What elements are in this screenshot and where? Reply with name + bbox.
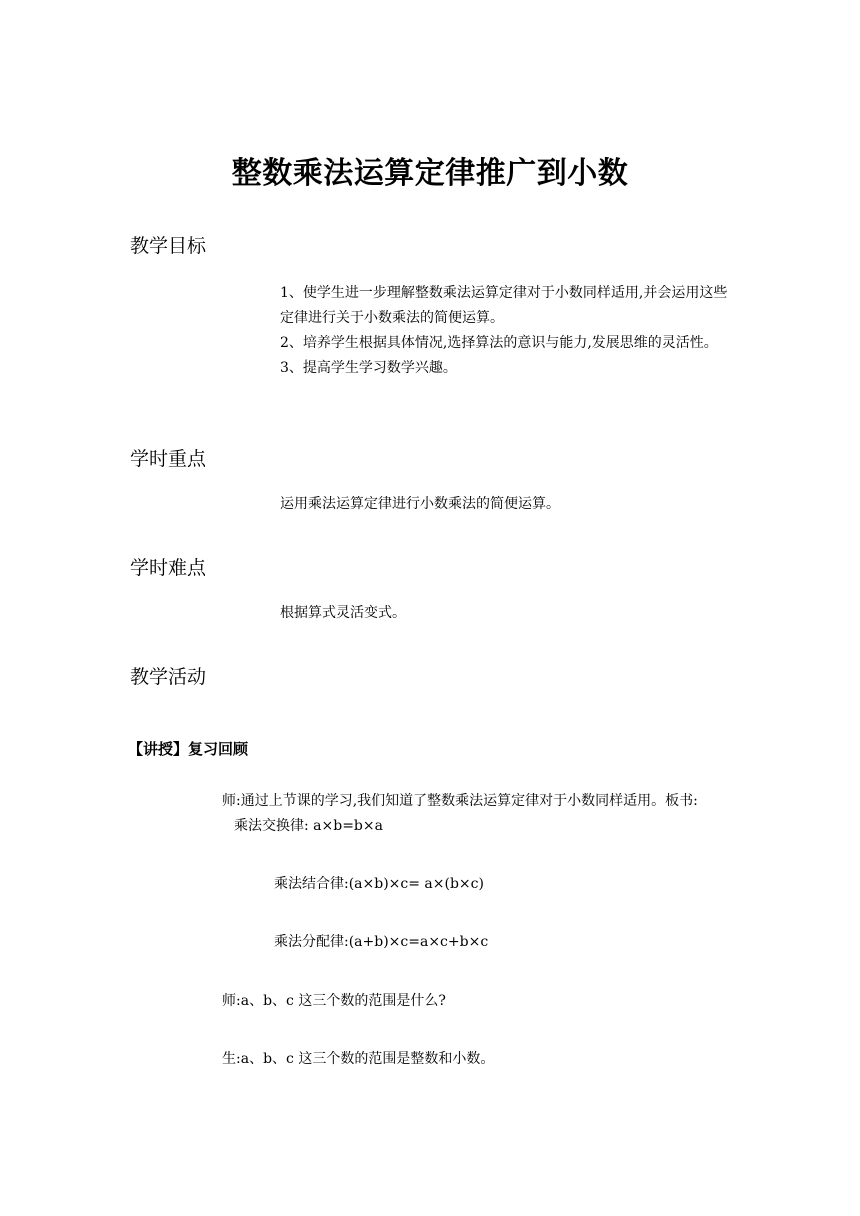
associative-law: 乘法结合律:(a×b)×c= a×(b×c): [274, 876, 484, 892]
key-point-heading: 学时重点: [130, 448, 207, 470]
difficulty-heading: 学时难点: [130, 557, 207, 579]
objective-item: 1、使学生进一步理解整数乘法运算定律对于小数同样适用,并会运用这些定律进行关于小数乘法的简便运算。: [280, 285, 728, 326]
lecture-heading: 【讲授】复习回顾: [128, 740, 249, 758]
objectives-list: [280, 281, 735, 381]
key-point-text: 运用乘法运算定律进行小数乘法的简便运算。: [280, 496, 560, 512]
teacher-question: 师:a、b、c 这三个数的范围是什么?: [222, 993, 446, 1009]
activities-heading: 教学活动: [130, 666, 207, 688]
distributive-law: 乘法分配律:(a+b)×c=a×c+b×c: [274, 934, 489, 950]
objective-item: 3、提高学生学习数学兴趣。: [280, 360, 457, 376]
lecture-line: 师:通过上节课的学习,我们知道了整数乘法运算定律对于小数同样适用。板书:: [222, 793, 698, 809]
document-title: 整数乘法运算定律推广到小数: [231, 156, 629, 191]
commutative-law: 乘法交换律: a×b=b×a: [234, 818, 383, 834]
difficulty-text: 根据算式灵活变式。: [280, 605, 406, 621]
objectives-heading: 教学目标: [130, 235, 207, 257]
student-answer: 生:a、b、c 这三个数的范围是整数和小数。: [222, 1051, 495, 1067]
objective-item: 2、培养学生根据具体情况,选择算法的意识与能力,发展思维的灵活性。: [280, 335, 718, 351]
